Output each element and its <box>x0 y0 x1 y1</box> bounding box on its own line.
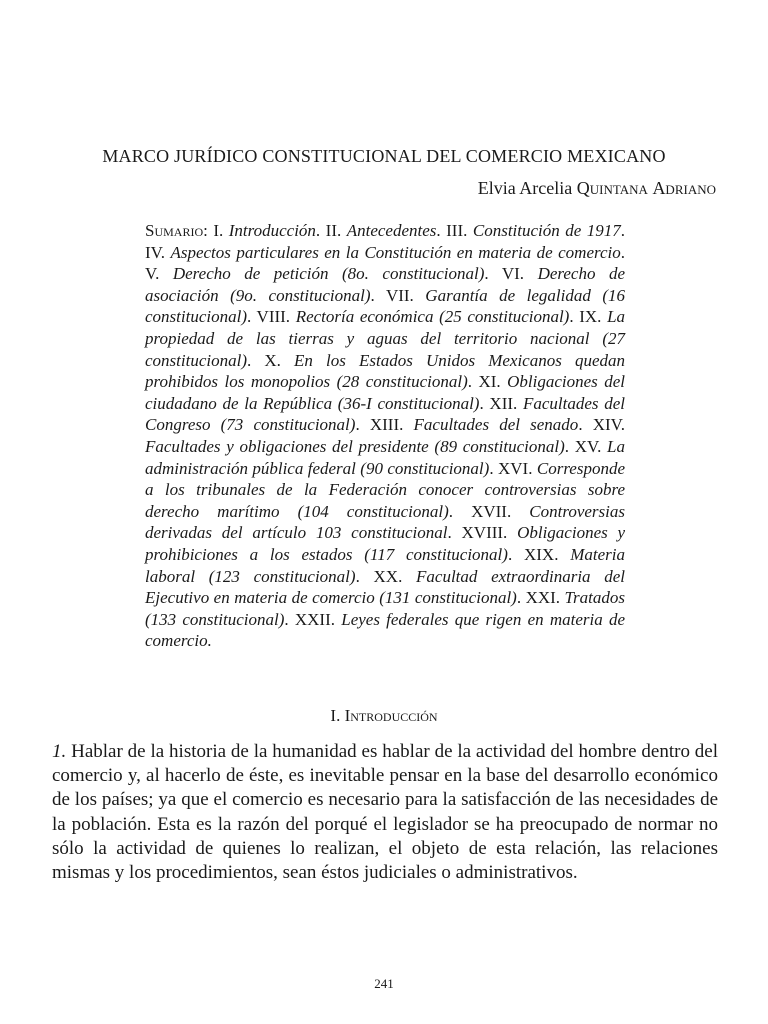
author-given-name: Elvia Arcelia <box>477 178 573 198</box>
paragraph-text: Hablar de la historia de la humanidad es hablar de la actividad del hombre dentro del comercio y, al hacerlo de éste, es inevitable pensar en la base del desarrollo económico de los países; ya que el comercio es necesario para la satisfacción de las necesidades de la población. Esta es la razón del porqué el legislador se ha preocupado de normar no sólo la actividad de quienes lo realizan, el objeto de esta relación, las relaciones mismas y los procedimientos, sean éstos judiciales o administrativos. <box>52 741 719 884</box>
summary-item-title: En los Estados Unidos Mexicanos quedan prohibidos los monopolios (28 constitucional) <box>145 350 625 392</box>
body-paragraph <box>52 740 718 885</box>
section-title: Introducción <box>344 706 438 725</box>
summary-item-title: Leyes federales que rigen en materia de comercio. <box>145 609 626 651</box>
section-number: I. <box>330 706 341 725</box>
summary-item: XXI. <box>525 588 561 608</box>
summary-item: XVII. <box>471 501 512 521</box>
author-surname-1: Quintana <box>576 178 648 198</box>
summary-item-title: Materia laboral (123 constitucional) <box>145 544 626 586</box>
summary-item: XXII. <box>294 609 335 629</box>
summary-item-title: Facultad extraordinaria del Ejecutivo en materia de comercio (131 constitucional) <box>145 566 626 608</box>
article-title: MARCO JURÍDICO CONSTITUCIONAL DEL COMERCIO MEXICANO <box>102 146 666 166</box>
summary-item: XV. <box>574 436 602 456</box>
summary-item-title: Facultades y obligaciones del presidente (89 constitucional) <box>145 436 565 456</box>
summary-label: Sumario <box>145 221 204 240</box>
author-byline <box>478 178 716 199</box>
page-number: 241 <box>374 976 394 991</box>
summary-item: XI. <box>478 372 501 392</box>
summary-item-title: Controversias derivadas del artículo 103 constitucional <box>145 501 626 543</box>
summary-item: XIII. <box>369 415 404 435</box>
summary-item: X. <box>264 350 281 370</box>
summary-item: IV. <box>145 242 165 262</box>
summary-item: III. <box>446 221 468 240</box>
summary-item: XVI. <box>497 458 533 478</box>
summary-item-title: Facultades del senado <box>413 415 579 435</box>
summary-item-title: Facultades del Congreso (73 constitucional) <box>145 393 626 435</box>
section-heading <box>0 706 768 726</box>
summary-item: VII. <box>385 285 414 305</box>
summary-item: XX. <box>373 566 403 586</box>
summary-item: II. <box>325 221 342 240</box>
summary-item-title: La administración pública federal (90 constitucional) <box>145 436 625 478</box>
summary-item-title: Aspectos particulares en la Constitución en materia de comercio <box>170 242 621 262</box>
summary-item-title: Antecedentes <box>346 221 437 240</box>
summary-item: VI. <box>501 264 525 284</box>
summary-item: XIX. <box>523 544 559 564</box>
summary-item-title: Constitución de 1917 <box>472 221 621 240</box>
author-surname-2: Adriano <box>652 178 716 198</box>
paragraph-number: 1. <box>52 741 67 762</box>
summary-item-title: Derecho de asociación (9o. constitucional) <box>145 264 625 305</box>
summary-item-title: Garantía de legalidad (16 constitucional) <box>145 285 625 327</box>
summary-item-title: Obligaciones y prohibiciones a los estados (117 constitucional) <box>145 523 626 564</box>
summary-item: VIII. <box>256 307 291 327</box>
summary-item-title: Tratados (133 constitucional) <box>145 588 625 629</box>
summary-item: XVIII. <box>461 523 508 543</box>
summary-block: Sumario: I. Introducción. II. Antecedentes. III. Constitución de 1917. IV. Aspectos particulares en la Constitución en materia de comercio. V. Derecho de petición (8o. constitucional). VI. Derecho de asociación (9o. constitucional). VII. Garantía de legalidad (16 constitucional). VIII. Rectoría económica (25 constitucional). IX. La propiedad de las tierras y aguas del territorio nacional (27 constitucional). X. En los Estados Unidos Mexicanos quedan prohibidos los monopolios (28 constitucional). XI. Obligaciones del ciudadano de la República (36-I constitucional). XII. Facultades del Congreso (73 constitucional). XIII. Facultades del senado. XIV. Facultades y obligaciones del presidente (89 constitucional). XV. La administración pública federal (90 constitucional). XVI. Corresponde a los tribunales de la Federación conocer controversias sobre derecho marítimo (104 constitucional). XVII. Controversias derivadas del artículo 103 constitucional. XVIII. Obligaciones y prohibiciones a los estados (117 constitucional). XIX. Materia laboral (123 constitucional). XX. Facultad extraordinaria del Ejecutivo en materia de comercio (131 constitucional). XXI. Tratados (133 constitucional). XXII. Leyes federales que rigen en materia de comercio. <box>145 221 626 651</box>
summary-item-title: Corresponde a los tribunales de la Federación conocer controversias sobre derecho marítimo (104 constitucional) <box>145 458 626 521</box>
summary-item: IX. <box>579 307 602 327</box>
summary-item: XII. <box>489 393 518 413</box>
summary-item: V. <box>145 264 160 284</box>
summary-item-title: La propiedad de las tierras y aguas del territorio nacional (27 constitucional) <box>145 307 626 370</box>
summary-item-title: Rectoría económica (25 constitucional) <box>295 307 570 327</box>
summary-item-title: Obligaciones del ciudadano de la República (36-I constitucional) <box>145 372 626 413</box>
summary-item-title: Introducción <box>228 221 316 240</box>
summary-item-title: Derecho de petición (8o. constitucional) <box>172 264 485 284</box>
summary-item: XIV. <box>592 415 625 435</box>
summary-item: I. <box>213 221 224 240</box>
